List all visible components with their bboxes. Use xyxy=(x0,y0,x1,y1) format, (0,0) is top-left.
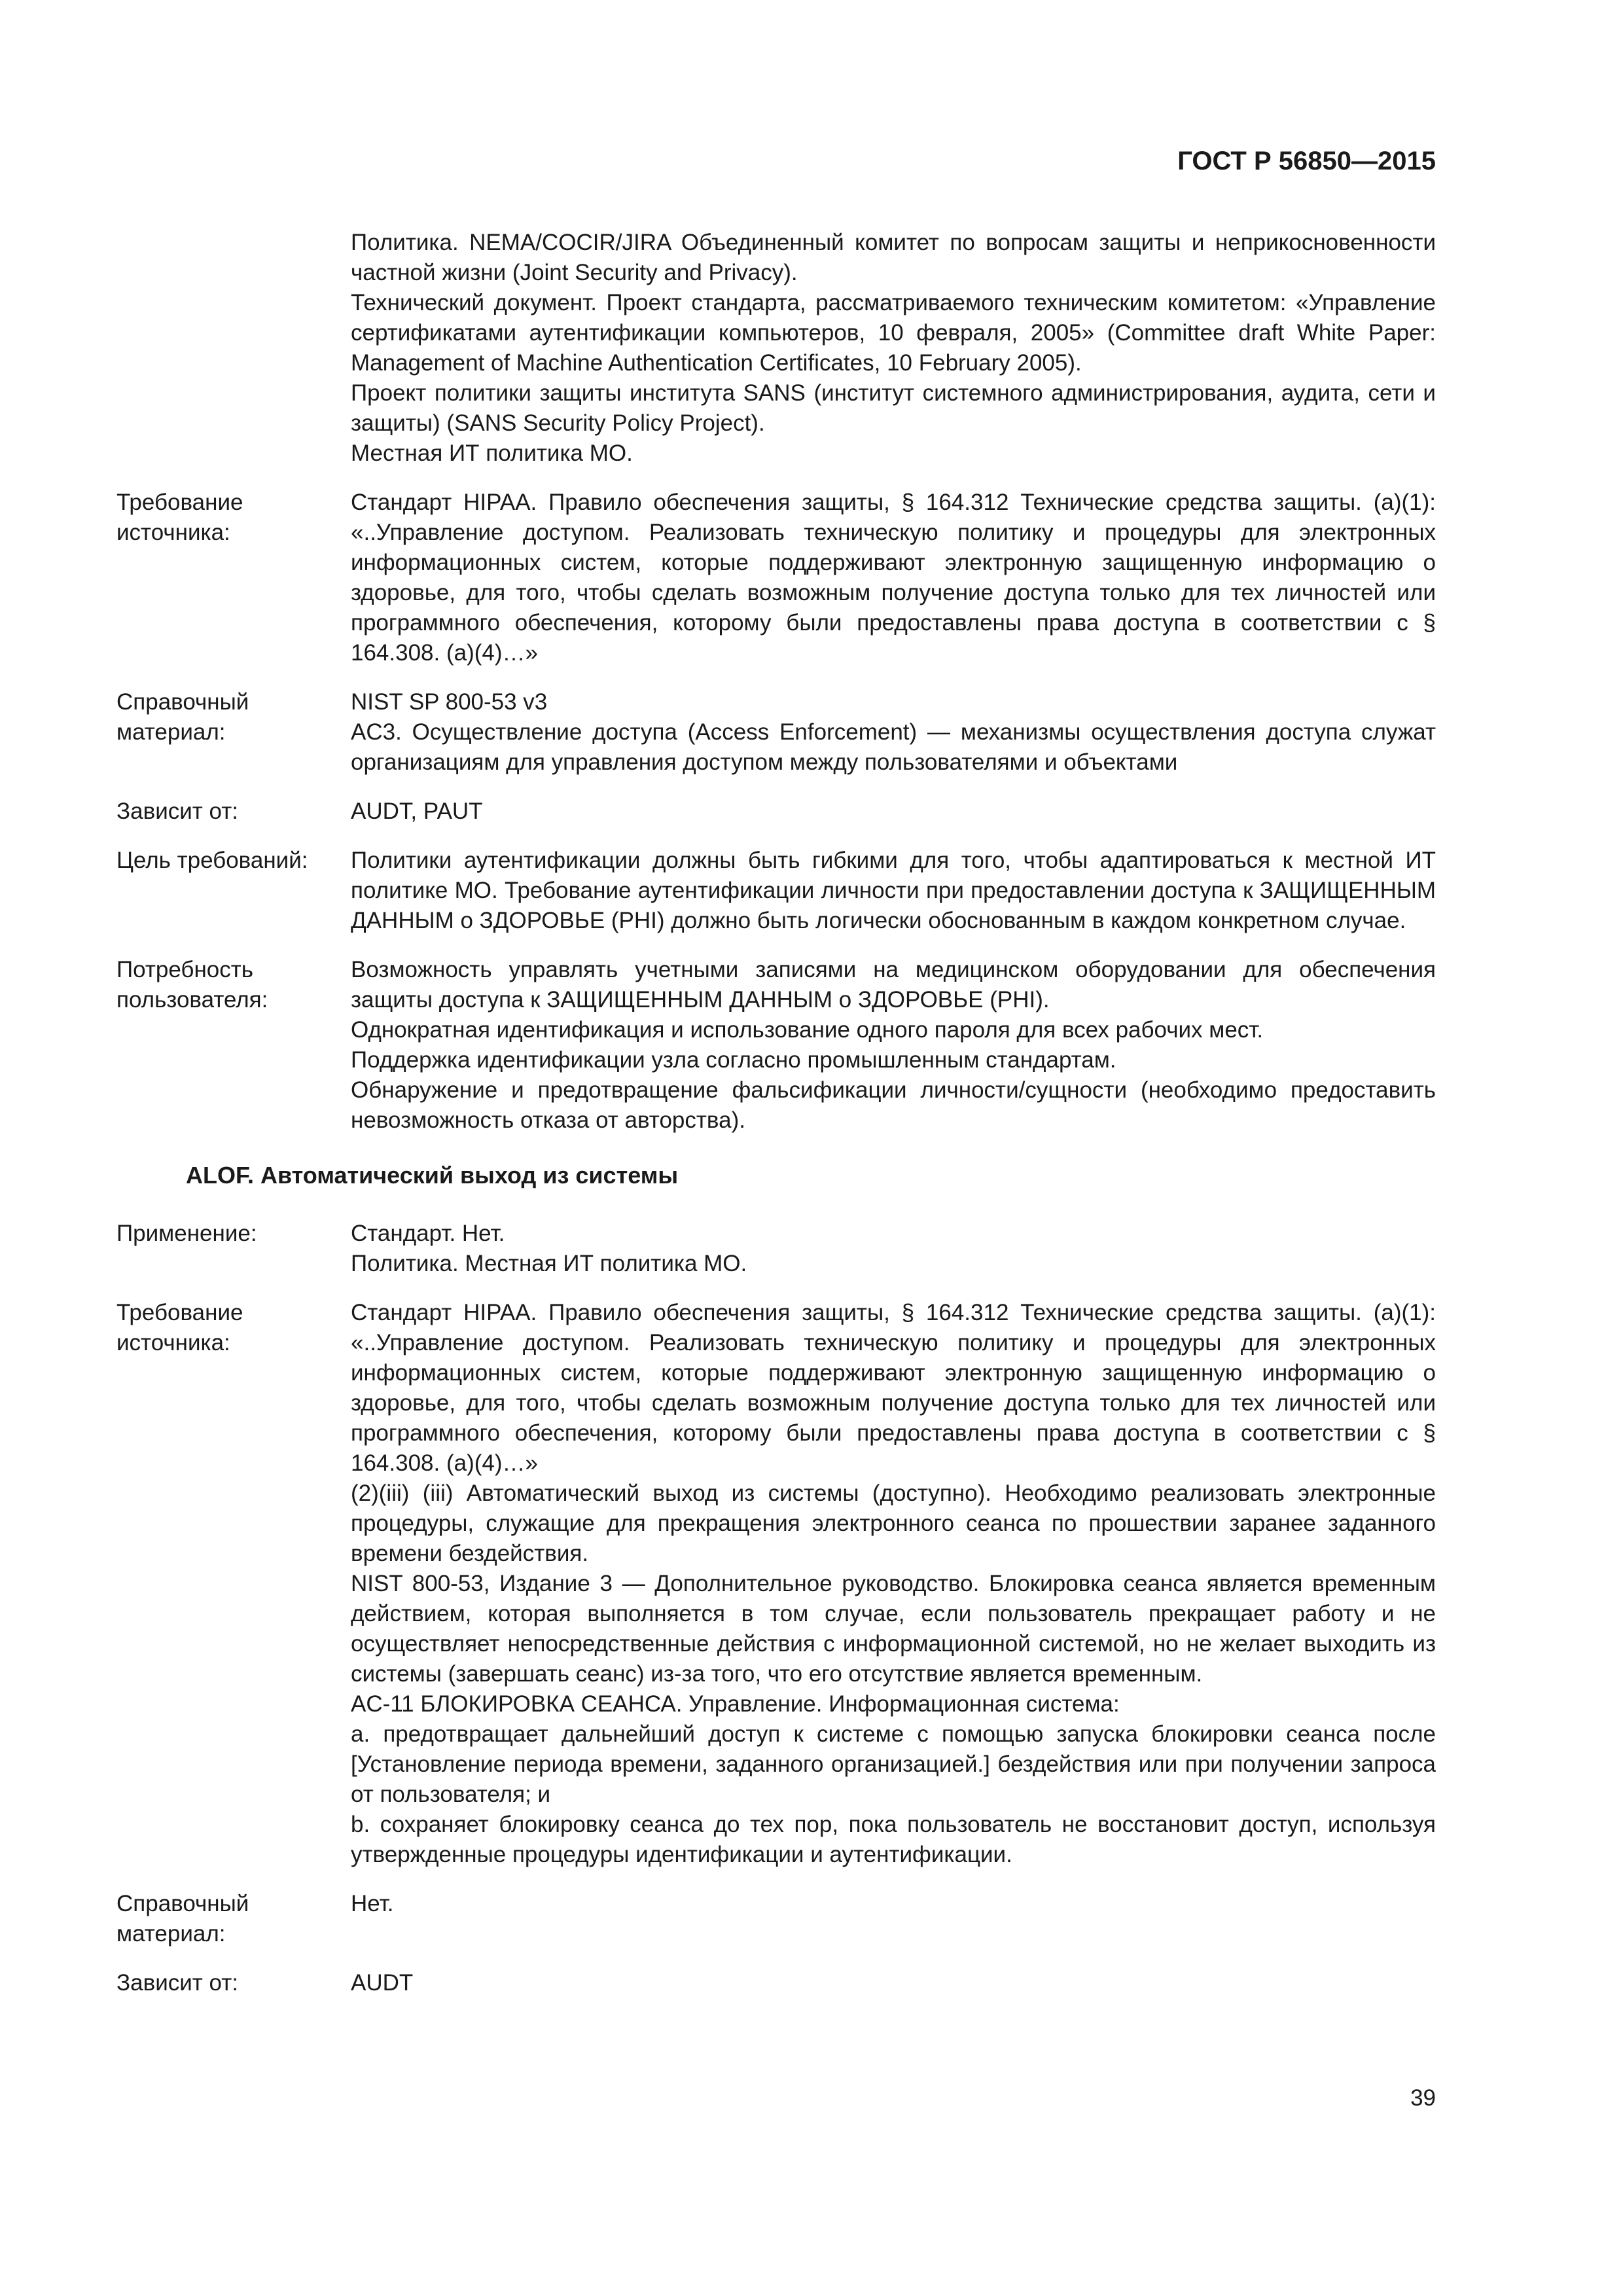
paragraph-line: Поддержка идентификации узла согласно промышленным стандартам. xyxy=(351,1047,1116,1073)
requirement-row xyxy=(116,797,1436,827)
intro-row xyxy=(116,228,1436,469)
paragraph-line: Однократная идентификация и использование одного пароля для всех рабочих мест. xyxy=(351,1017,1264,1043)
requirement-row xyxy=(116,1968,1436,1998)
document-code: ГОСТ Р 56850—2015 xyxy=(1177,147,1436,175)
paragraph-line: Возможность управлять учетными записями на медицинском оборудовании для обеспечения защиты доступа к ЗАЩИЩЕННЫМ ДАННЫМ о ЗДОРОВЬЕ (PHI). xyxy=(351,957,1436,1013)
field-label: Цель требований: xyxy=(116,848,308,873)
field-value xyxy=(351,687,1436,778)
field-value xyxy=(351,1298,1436,1870)
paragraph-line: NIST SP 800-53 v3 xyxy=(351,689,548,715)
field-label: Справочный материал: xyxy=(116,689,249,745)
paragraph-line: AUDT, PAUT xyxy=(351,798,483,824)
field-label: Зависит от: xyxy=(116,1970,239,1996)
field-value xyxy=(351,1968,1436,1998)
requirement-row xyxy=(116,1219,1436,1279)
paragraph-line: NIST 800-53, Издание 3 — Дополнительное руководство. Блокировка сеанса является временным действием, которая выполняется в том случае, если пользователь прекращает работу и не осуществляет непосредственные действия с информационной системой, но не желает выходить из системы (завершать сеанс) из-за того, что его отсутствие является временным. xyxy=(351,1571,1436,1687)
field-label: Применение: xyxy=(116,1221,257,1246)
field-label: Справочный материал: xyxy=(116,1891,249,1946)
field-value xyxy=(351,228,1436,469)
paragraph-line: a. предотвращает дальнейший доступ к системе с помощью запуска блокировки сеанса после [Установление периода времени, заданного организацией.] бездействия или при получении запроса от пользователя; и xyxy=(351,1721,1436,1807)
field-label: Требование источника: xyxy=(116,1300,243,1355)
paragraph-line: b. сохраняет блокировку сеанса до тех пор, пока пользователь не восстановит доступ, используя утвержденные процедуры идентификации и аутентификации. xyxy=(351,1812,1436,1867)
requirement-row xyxy=(116,955,1436,1136)
field-value xyxy=(351,797,1436,827)
paragraph-line: AC-11 БЛОКИРОВКА СЕАНСА. Управление. Информационная система: xyxy=(351,1691,1120,1717)
paragraph-line: Стандарт HIPAA. Правило обеспечения защиты, § 164.312 Технические средства защиты. (a)(1): «..Управление доступом. Реализовать техническую политику и процедуры для электронных информационных систем, которые поддерживают электронную защищенную информацию о здоровье, для того, чтобы сделать возможным получение доступа только для тех личностей или программного обеспечения, которому были предоставлены права доступа в соответствии с § 164.308. (a)(4)…» xyxy=(351,490,1436,666)
paragraph-line: AUDT xyxy=(351,1970,414,1996)
paragraph-line: Стандарт. Нет. xyxy=(351,1221,505,1246)
section-title: ALOF. Автоматический выход из системы xyxy=(186,1162,679,1189)
paragraph-line: (2)(iii) (iii) Автоматический выход из системы (доступно). Необходимо реализовать электронные процедуры, служащие для прекращения электронного сеанса по прошествии заранее заданного времени бездействия. xyxy=(351,1480,1436,1566)
field-value xyxy=(351,488,1436,668)
field-label: Зависит от: xyxy=(116,798,239,824)
paragraph-line: Проект политики защиты института SANS (институт системного администрирования, аудита, сети и защиты) (SANS Security Policy Project). xyxy=(351,380,1436,436)
requirements-part-1 xyxy=(116,228,1436,1136)
paragraph-line: AC3. Осуществление доступа (Access Enforcement) — механизмы осуществления доступа служат организациям для управления доступом между пользователями и объектами xyxy=(351,719,1436,775)
field-value xyxy=(351,955,1436,1136)
field-value xyxy=(351,1219,1436,1279)
field-value xyxy=(351,846,1436,936)
paragraph-line: Нет. xyxy=(351,1891,394,1916)
paragraph-line: Политика. Местная ИТ политика МО. xyxy=(351,1251,747,1276)
field-label: Требование источника: xyxy=(116,490,243,545)
requirement-row xyxy=(116,846,1436,936)
field-value xyxy=(351,1889,1436,1919)
paragraph-line: Политика. NEMA/COCIR/JIRA Объединенный комитет по вопросам защиты и неприкосновенности частной жизни (Joint Security and Privacy). xyxy=(351,230,1436,285)
requirement-row xyxy=(116,488,1436,668)
page-number: 39 xyxy=(1410,2085,1436,2111)
paragraph-line: Политики аутентификации должны быть гибкими для того, чтобы адаптироваться к местной ИТ политике МО. Требование аутентификации личности при предоставлении доступа к ЗАЩИЩЕННЫМ ДАННЫМ о ЗДОРОВЬЕ (PHI) должно быть логически обоснованным в каждом конкретном случае. xyxy=(351,848,1436,933)
paragraph-line: Стандарт HIPAA. Правило обеспечения защиты, § 164.312 Технические средства защиты. (a)(1): «..Управление доступом. Реализовать техническую политику и процедуры для электронных информационных систем, которые поддерживают электронную защищенную информацию о здоровье, для того, чтобы сделать возможным получение доступа только для тех личностей или программного обеспечения, которому были предоставлены права доступа в соответствии с § 164.308. (a)(4)…» xyxy=(351,1300,1436,1476)
paragraph-line: Местная ИТ политика МО. xyxy=(351,440,633,466)
requirement-row xyxy=(116,687,1436,778)
requirement-row xyxy=(116,1298,1436,1870)
requirements-part-2 xyxy=(116,1219,1436,1998)
paragraph-line: Технический документ. Проект стандарта, рассматриваемого техническим комитетом: «Управление сертификатами аутентификации компьютеров, 10 февраля, 2005» (Committee draft White Paper: Management of Machine Authentication Certificates, 10 February 2005). xyxy=(351,290,1436,376)
requirement-row xyxy=(116,1889,1436,1949)
paragraph-line: Обнаружение и предотвращение фальсификации личности/сущности (необходимо предоставить невозможность отказа от авторства). xyxy=(351,1077,1436,1133)
document-body xyxy=(116,228,1436,2017)
field-label: Потребность пользователя: xyxy=(116,957,268,1013)
